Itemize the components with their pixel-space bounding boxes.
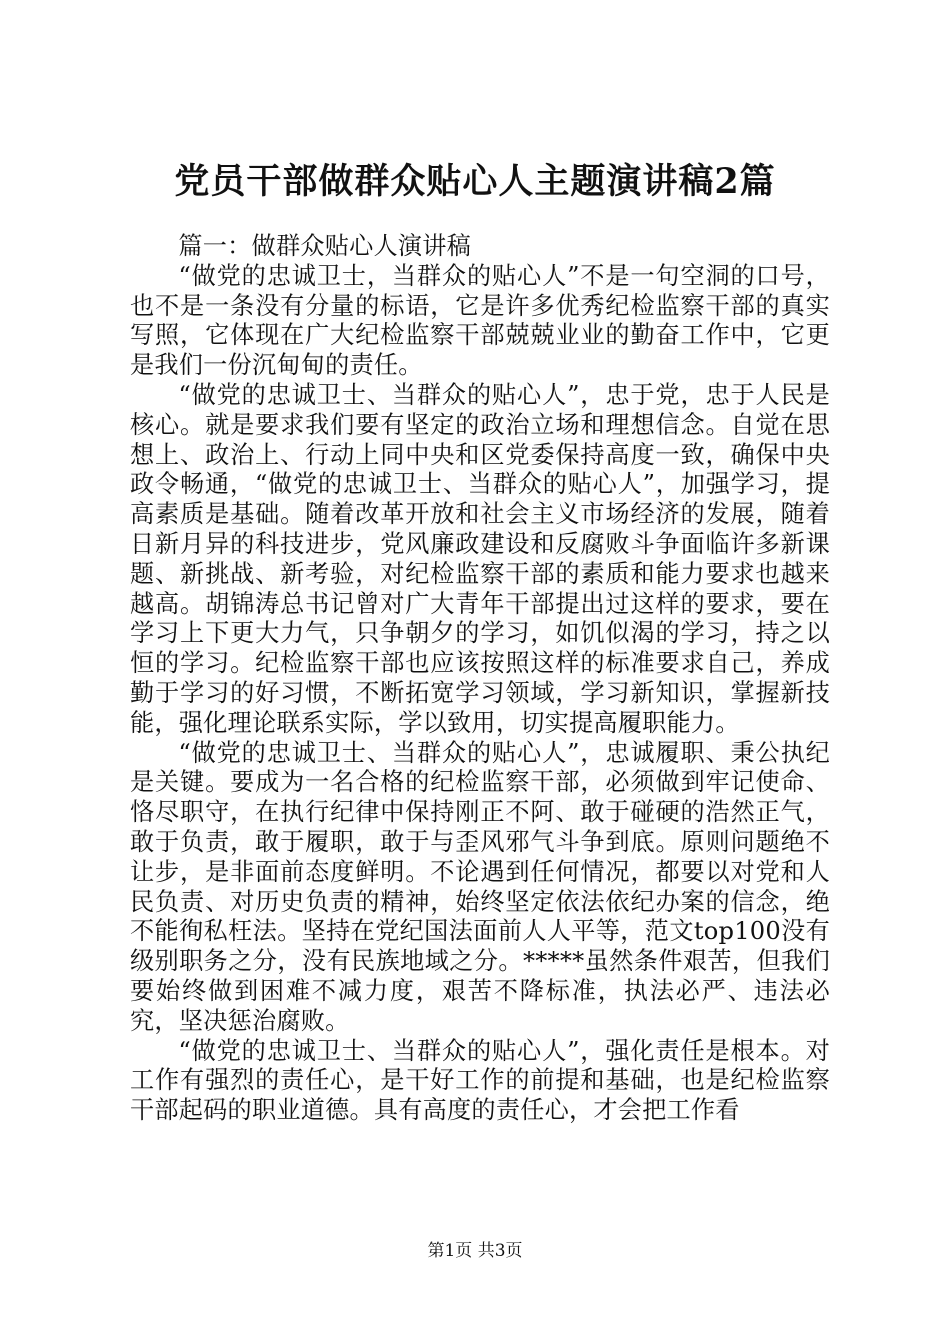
- paragraph: “做党的忠诚卫士、当群众的贴心人”，强化责任是根本。对工作有强烈的责任心，是干好工作的前提和基础，也是纪检监察干部起码的职业道德。具有高度的责任心，才会把工作看: [130, 1036, 830, 1125]
- paragraph: “做党的忠诚卫士、当群众的贴心人”，忠诚履职、秉公执纪是关键。要成为一名合格的纪检监察干部，必须做到牢记使命、恪尽职守，在执行纪律中保持刚正不阿、敢于碰硬的浩然正气，敢于负责，敢于履职，敢于与歪风邪气斗争到底。原则问题绝不让步，是非面前态度鲜明。不论遇到任何情况，都要以对党和人民负责、对历史负责的精神，始终坚定依法依纪办案的信念，绝不能徇私枉法。坚持在党纪国法面前人人平等，范文top100没有级别职务之分，没有民族地域之分。*****虽然条件艰苦，但我们要始终做到困难不减力度，艰苦不降标准，执法必严、违法必究，坚决惩治腐败。: [130, 738, 830, 1035]
- paragraph: “做党的忠诚卫士，当群众的贴心人”不是一句空洞的口号，也不是一条没有分量的标语，它是许多优秀纪检监察干部的真实写照，它体现在广大纪检监察干部兢兢业业的勤奋工作中，它更是我们一份沉甸甸的责任。: [130, 261, 830, 380]
- page-footer: 第1页 共3页: [427, 1241, 523, 1261]
- paragraph: “做党的忠诚卫士、当群众的贴心人”，忠于党，忠于人民是核心。就是要求我们要有坚定的政治立场和理想信念。自觉在思想上、政治上、行动上同中央和区党委保持高度一致，确保中央政令畅通，“做党的忠诚卫士、当群众的贴心人”，加强学习，提高素质是基础。随着改革开放和社会主义市场经济的发展，随着日新月异的科技进步，党风廉政建设和反腐败斗争面临许多新课题、新挑战、新考验，对纪检监察干部的素质和能力要求也越来越高。胡锦涛总书记曾对广大青年干部提出过这样的要求，要在学习上下更大力气，只争朝夕的学习，如饥似渴的学习，持之以恒的学习。纪检监察干部也应该按照这样的标准要求自己，养成勤于学习的好习惯，不断拓宽学习领域，学习新知识，掌握新技能，强化理论联系实际，学以致用，切实提高履职能力。: [130, 380, 830, 737]
- document-title: 党员干部做群众贴心人主题演讲稿2篇: [174, 161, 776, 202]
- section-heading: 篇一：做群众贴心人演讲稿: [178, 232, 472, 260]
- document-body: [130, 232, 830, 1126]
